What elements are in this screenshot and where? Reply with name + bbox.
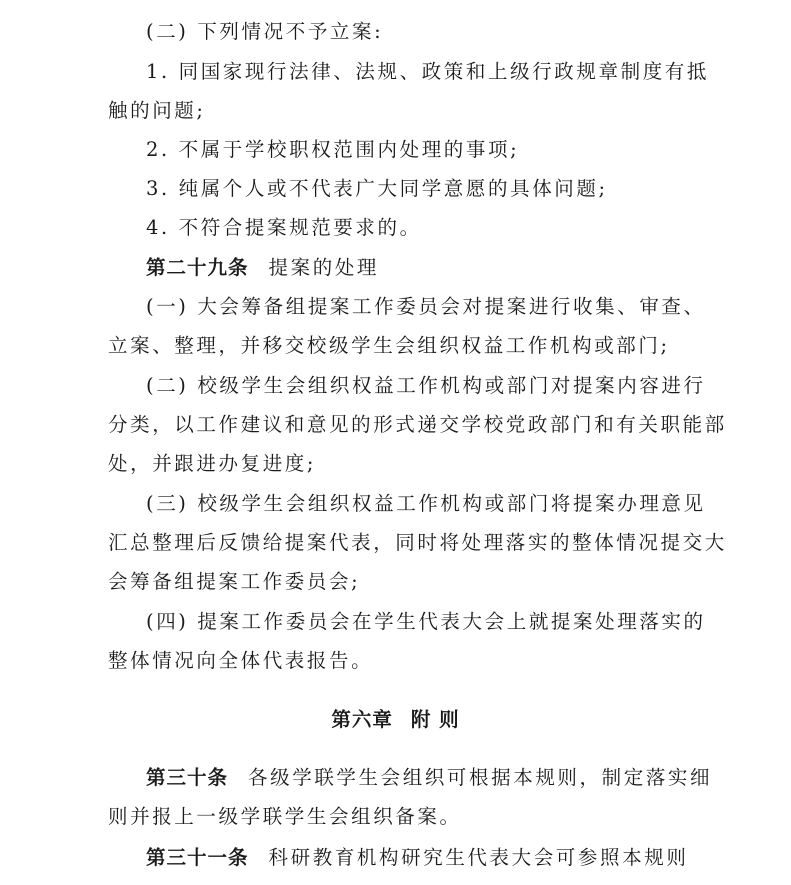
article-29-number: 第二十九条 (146, 256, 249, 279)
clause-2-item-3: 3. 纯属个人或不代表广大同学意愿的具体问题; (146, 177, 608, 200)
article-31-text: 科研教育机构研究生代表大会可参照本规则 (268, 846, 689, 869)
article-29-p2-line-3: 处，并跟进办复进度; (108, 452, 317, 475)
article-29-p4-line-2: 整体情况向全体代表报告。 (108, 649, 374, 672)
clause-2-item-1: 1. 同国家现行法律、法规、政策和上级行政规章制度有抵 (146, 60, 710, 83)
article-31-number: 第三十一条 (146, 846, 249, 869)
article-29-p2-line-2: 分类，以工作建议和意见的形式递交学校党政部门和有关职能部 (108, 413, 727, 436)
article-29-p1-line-1: (一) 大会筹备组提案工作委员会对提案进行收集、审查、 (146, 295, 706, 318)
article-29-p3-line-3: 会筹备组提案工作委员会; (108, 570, 361, 593)
clause-2-item-1-cont: 触的问题; (108, 99, 206, 122)
chapter-name: 附 则 (410, 708, 460, 731)
clause-2-item-2: 2. 不属于学校职权范围内处理的事项; (146, 138, 520, 161)
article-30-number: 第三十条 (146, 766, 229, 789)
article-29-p3-line-1: (三) 校级学生会组织权益工作机构或部门将提案办理意见 (146, 492, 706, 515)
chapter-title (0, 708, 791, 732)
article-29-p3-line-2: 汇总整理后反馈给提案代表，同时将处理落实的整体情况提交大 (108, 531, 727, 554)
article-29-p1-line-2: 立案、整理，并移交校级学生会组织权益工作机构或部门; (108, 334, 670, 357)
chapter-number: 第六章 (331, 708, 393, 731)
article-30-text: 各级学联学生会组织可根据本规则，制定落实细 (248, 766, 713, 789)
article-30-line-2: 则并报上一级学联学生会组织备案。 (108, 805, 462, 828)
article-30-line-1 (146, 766, 713, 790)
clause-2-item-4: 4. 不符合提案规范要求的。 (146, 216, 422, 239)
article-31-line-1 (146, 846, 688, 870)
clause-2-intro: (二) 下列情况不予立案: (146, 20, 384, 43)
article-29-title: 提案的处理 (268, 256, 380, 279)
article-29-p2-line-1: (二) 校级学生会组织权益工作机构或部门对提案内容进行 (146, 374, 706, 397)
article-29-p4-line-1: (四) 提案工作委员会在学生代表大会上就提案处理落实的 (146, 610, 706, 633)
article-29-header (146, 256, 688, 280)
